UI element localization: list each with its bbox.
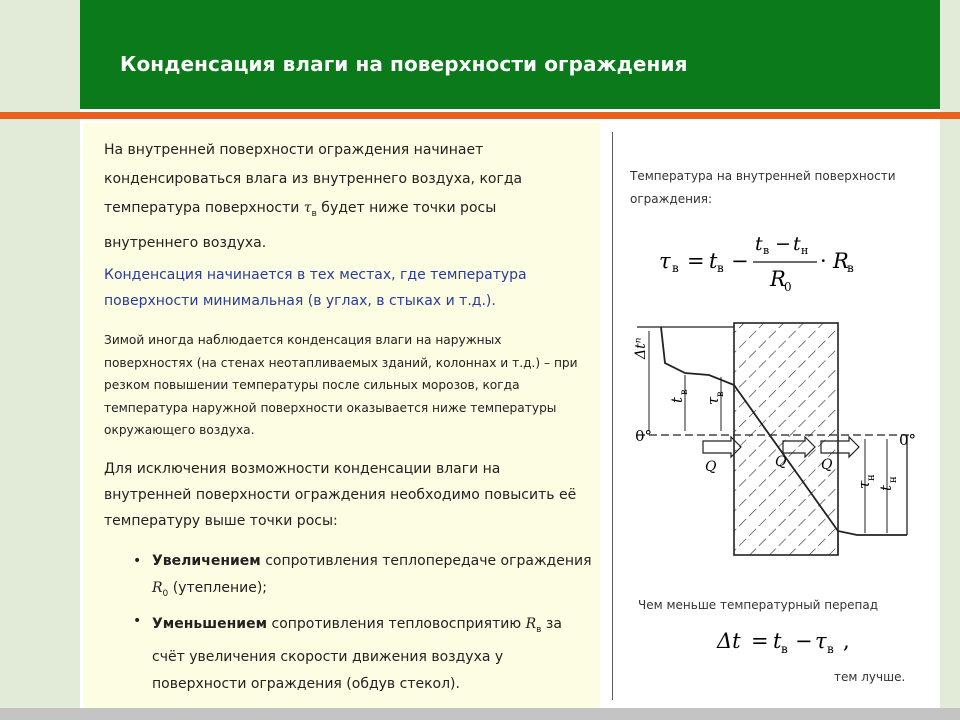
bullet-dot-2: • <box>133 613 142 629</box>
label-q-right: Q <box>821 457 833 473</box>
paragraph-2: Конденсация начинается в тех местах, где температура поверхности минимальная (в углах, в стыках и т.д.). <box>104 267 527 309</box>
delta-t: Δt <box>717 629 741 653</box>
bullet-dot-1: • <box>133 553 142 569</box>
formula-num-tn: t <box>793 233 801 255</box>
paragraph-4: Для исключения возможности конденсации влаги на внутренней поверхности ограждения необходимо повысить её температуру выше точки росы: <box>104 461 577 529</box>
delta-comma: , <box>843 629 850 653</box>
formula-sub-v2: в <box>717 261 724 275</box>
paragraph-3: Зимой иногда наблюдается конденсация влаги на наружных поверхностях (на стенах неотапливаемых зданий, колоннах и т.д.) – при резком повышении температуры после сильных морозов, когда температура наружной поверхности оказывается ниже температуры окружающего воздуха. <box>104 333 578 437</box>
formula-den-sub: 0 <box>784 280 792 294</box>
formula-R: R <box>833 249 849 273</box>
formula-tv: t <box>709 249 718 273</box>
formula-num-sub-n: н <box>801 244 809 257</box>
label-tv: t <box>668 396 686 403</box>
formula-eq: = <box>687 249 705 273</box>
formula-tau: τ <box>659 249 671 273</box>
label-zero-left: 0° <box>635 427 653 445</box>
wall-temperature-diagram <box>625 303 926 570</box>
slide-title: Конденсация влаги на поверхности ограждения <box>120 52 688 76</box>
bullet-1: Увеличением сопротивления теплопередаче ограждения $R_0$ (утепление); <box>152 553 592 599</box>
bullet-2: Уменьшением сопротивления тепловосприятию $R_в$ за счёт увеличения скорости движения воздуха у поверхности ограждения (обдув стекол). <box>152 616 562 692</box>
label-delta-t: Δtⁿ <box>633 337 649 359</box>
formula-dot: · <box>820 249 827 273</box>
delta-sub-v1: в <box>781 642 788 656</box>
label-tau-v: τ <box>704 396 722 405</box>
delta-formula <box>715 622 865 662</box>
label-tau-v-sub: в <box>715 391 726 397</box>
wall-section <box>734 323 838 555</box>
formula-den-R: R <box>770 267 786 291</box>
label-tn: t <box>877 484 895 491</box>
left-accent-band <box>0 0 80 720</box>
label-tv-sub: в <box>679 389 690 395</box>
orange-divider <box>0 112 960 119</box>
formula-num-tv: t <box>755 233 763 255</box>
formula-caption: Температура на внутренней поверхности ограждения: <box>630 169 896 206</box>
delta-minus: − <box>795 629 813 653</box>
footer-bar <box>0 708 960 720</box>
label-tau-n: τ <box>855 480 873 489</box>
paragraph-1: На внутренней поверхности ограждения начинает конденсироваться влага из внутреннего воздуха, когда температура поверхности $\tau_в$ будет ниже точки росы внутреннего воздуха. <box>104 142 523 251</box>
delta-tv: t <box>773 629 782 653</box>
vertical-divider <box>612 132 613 700</box>
label-zero-right: 0° <box>899 431 917 449</box>
surface-temperature-formula <box>655 228 875 296</box>
label-q-left: Q <box>705 459 717 475</box>
formula-minus: − <box>731 249 749 273</box>
formula-num-sub-v: в <box>763 244 770 257</box>
conclusion-caption: тем лучше. <box>834 670 906 684</box>
label-tn-sub: н <box>888 476 899 483</box>
formula-sub-v1: в <box>672 261 679 275</box>
formula-sub-v3: в <box>847 261 854 275</box>
label-q-mid: Q <box>775 454 787 470</box>
delta-sub-v2: в <box>827 642 834 656</box>
formula-num-minus: − <box>775 233 791 255</box>
right-accent-band <box>940 0 960 720</box>
delta-eq: = <box>751 629 769 653</box>
delta-tau: τ <box>815 629 827 653</box>
delta-caption: Чем меньше температурный перепад <box>638 598 878 612</box>
label-tau-n-sub: н <box>866 474 877 481</box>
